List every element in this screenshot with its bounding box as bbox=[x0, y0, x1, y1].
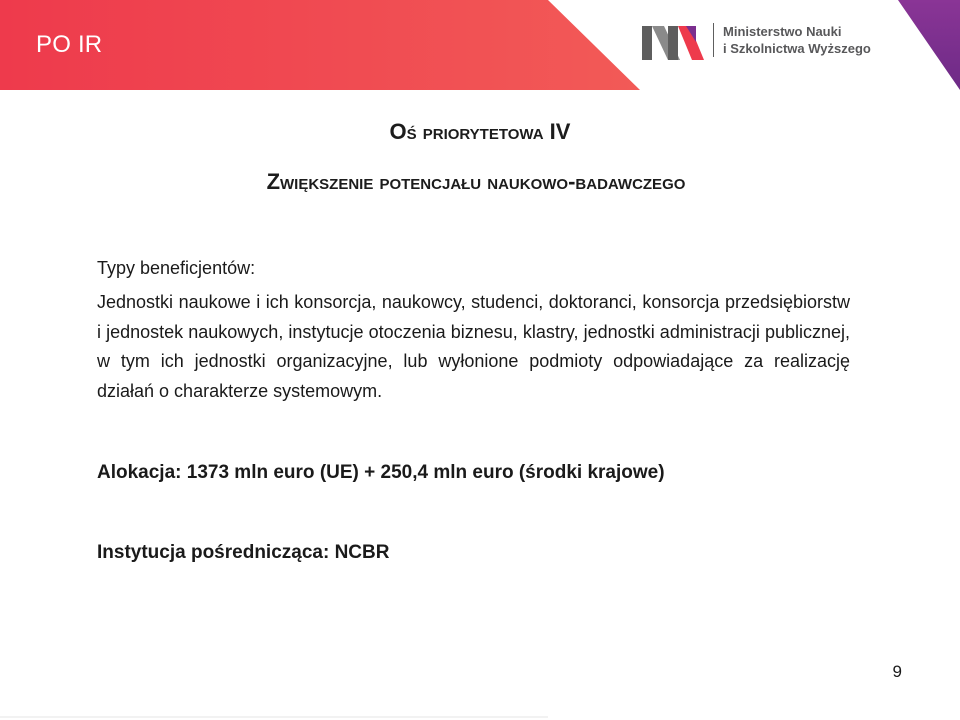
slide-title: Oś priorytetowa IV bbox=[389, 119, 571, 144]
logo-separator bbox=[713, 23, 714, 57]
beneficiaries-text: Jednostki naukowe i ich konsorcja, naukowcy, studenci, doktoranci, konsorcja przedsiębiorstw i jednostek naukowych, instytucje otoczenia biznesu, klastry, jednostki administracji publicznej, w tym ich jednostki organizacyjne, lub wyłonione podmioty odpowiadające za realizację działań o charakterze systemowym. bbox=[97, 292, 850, 401]
ministry-logo-mark-icon bbox=[642, 22, 704, 60]
program-label: PO IR bbox=[36, 31, 103, 58]
purple-corner-shape bbox=[898, 0, 960, 90]
page-number: 9 bbox=[892, 662, 902, 681]
ministry-logo bbox=[642, 22, 892, 62]
ministry-name bbox=[723, 23, 871, 57]
ministry-name-line1: Ministerstwo Nauki bbox=[723, 24, 842, 39]
slide-subtitle: Zwiększenie potencjału naukowo-badawczego bbox=[266, 169, 686, 194]
footer-divider bbox=[0, 716, 548, 718]
beneficiaries-heading: Typy beneficjentów: bbox=[97, 258, 256, 278]
intermediate-institution-text: Instytucja pośrednicząca: NCBR bbox=[97, 542, 390, 563]
ministry-name-line2: i Szkolnictwa Wyższego bbox=[723, 41, 871, 56]
allocation-text: Alokacja: 1373 mln euro (UE) + 250,4 mln euro (środki krajowe) bbox=[97, 462, 665, 483]
